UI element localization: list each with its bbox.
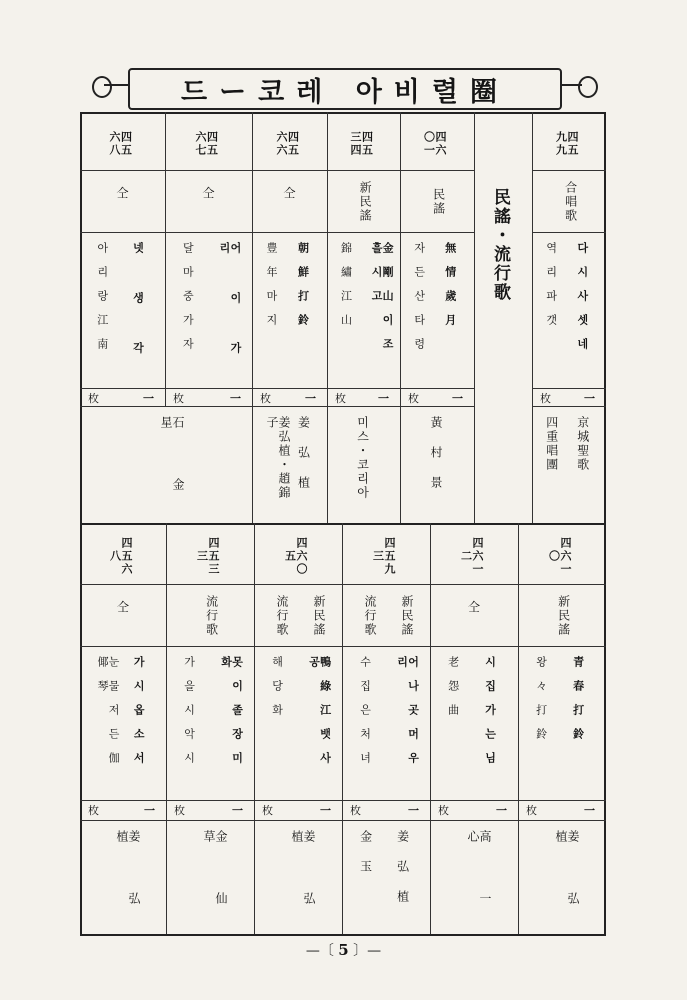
top-row-rule-left xyxy=(80,170,474,171)
bottom-row-rule xyxy=(80,820,606,821)
section-column-rule-left xyxy=(474,112,475,523)
genre-label: 新民謠 xyxy=(556,595,571,637)
catalog-number: 四六一二 xyxy=(459,537,484,576)
artist-name: 姜弘植・趙錦子 xyxy=(265,416,291,500)
unit-dash: 一 xyxy=(584,804,595,817)
song-title: 老怨曲 xyxy=(446,656,460,728)
artist-name: 石 金 星 xyxy=(159,416,185,508)
page-title: 드ー코레 아비렬圈 xyxy=(181,76,509,108)
unit-label: 枚 xyxy=(173,392,184,405)
song-title: 역리파갯 xyxy=(544,242,558,338)
genre-label: 合唱歌 xyxy=(563,181,578,223)
song-title: 豊年마지 xyxy=(265,242,278,338)
song-title: 왕々打鈴 xyxy=(534,656,548,752)
top-artist-column-rule xyxy=(252,406,253,523)
unit-label: 枚 xyxy=(438,804,449,817)
bottom-row-rule xyxy=(80,646,606,647)
banner-right-cap xyxy=(578,76,598,98)
unit-dash: 一 xyxy=(378,392,389,405)
section-label: 民謠・流行歌 xyxy=(490,188,510,302)
artist-name: 姜 弘 植 xyxy=(290,830,316,922)
bottom-column-rule xyxy=(166,523,167,934)
song-title: 다시사셋네 xyxy=(575,242,589,362)
catalog-number: 四五六八 xyxy=(108,537,133,576)
artist-name: 黃村景 xyxy=(429,416,443,506)
unit-dash: 一 xyxy=(320,804,331,817)
unit-label: 枚 xyxy=(174,804,185,817)
genre-label: 仝 xyxy=(116,600,129,614)
catalog-number: 四五九九 xyxy=(554,131,579,157)
unit-dash: 一 xyxy=(305,392,316,405)
top-column-rule xyxy=(165,112,166,406)
top-row-rule-right xyxy=(532,388,606,389)
artist-name: 姜弘植 xyxy=(296,416,311,506)
artist-name: 姜弘植 xyxy=(395,830,410,920)
genre-label: 新民謠 xyxy=(399,595,414,637)
top-column-rule xyxy=(327,112,328,406)
page-banner xyxy=(128,68,562,110)
artist-name: 金 仙 草 xyxy=(202,830,228,922)
artist-name: 高 一 心 xyxy=(466,830,492,922)
unit-label: 枚 xyxy=(526,804,537,817)
unit-label: 枚 xyxy=(262,804,273,817)
bottom-column-rule xyxy=(518,523,519,934)
artist-name: 京城聖歌 xyxy=(575,416,590,472)
bottom-column-rule xyxy=(254,523,255,934)
artist-name: 姜 弘 植 xyxy=(115,830,141,922)
song-title: 해당화 xyxy=(270,656,284,728)
song-title: 朝鮮打鈴 xyxy=(296,242,310,338)
song-title: 無情歲月 xyxy=(443,242,457,338)
unit-label: 枚 xyxy=(335,392,346,405)
section-column-rule-right xyxy=(532,112,533,523)
catalog-number: 四五六七 xyxy=(193,131,219,157)
genre-label: 仝 xyxy=(202,186,215,200)
catalog-number: 四五六六 xyxy=(274,131,300,157)
unit-dash: 一 xyxy=(496,804,507,817)
song-title: 달마중가자 xyxy=(181,242,195,362)
bottom-row-rule xyxy=(80,800,606,801)
song-title: 눈물저든伽倻琴 xyxy=(96,656,121,776)
genre-label: 仝 xyxy=(283,186,296,200)
page-number: 5 xyxy=(338,941,349,959)
song-title: 못이졸장미화 xyxy=(219,656,244,776)
unit-dash: 一 xyxy=(143,392,154,405)
bottom-column-rule xyxy=(430,523,431,934)
genre-label: 仝 xyxy=(467,600,480,614)
top-row-rule-left xyxy=(80,232,474,233)
unit-dash: 一 xyxy=(230,392,241,405)
top-artist-column-rule xyxy=(400,406,401,523)
artist-name: 金玉 xyxy=(358,830,373,890)
footer-right: 〕— xyxy=(353,943,382,959)
unit-label: 枚 xyxy=(350,804,361,817)
song-title: 가시옵소서 xyxy=(132,656,146,776)
genre-label: 流行歌 xyxy=(362,595,377,637)
bottom-row-rule xyxy=(80,584,606,585)
genre-label: 新民謠 xyxy=(358,181,373,223)
top-row-rule-right xyxy=(532,406,606,407)
genre-label: 民謠 xyxy=(431,188,446,216)
artist-name: 姜 弘 植 xyxy=(554,830,580,922)
catalog-number: 四六〇五 xyxy=(283,537,308,576)
page-number-footer xyxy=(0,940,687,960)
song-title: 錦繡江山 xyxy=(339,242,353,338)
song-title: 鴨綠江뱃사공 xyxy=(307,656,332,776)
song-title: 青春打鈴 xyxy=(571,656,585,752)
top-column-rule xyxy=(252,112,253,406)
unit-dash: 一 xyxy=(584,392,595,405)
catalog-number: 四五六八 xyxy=(107,131,133,157)
genre-label: 新民謠 xyxy=(311,595,326,637)
song-title: 자든산타령 xyxy=(412,242,426,362)
unit-dash: 一 xyxy=(408,804,419,817)
top-row-rule-right xyxy=(532,232,606,233)
catalog-number: 四六一〇 xyxy=(547,537,572,576)
unit-dash: 一 xyxy=(452,392,463,405)
artist-name: 미스・코리아 xyxy=(355,416,370,500)
song-title: 아리랑江南 xyxy=(95,242,109,362)
unit-label: 枚 xyxy=(88,392,99,405)
song-title: 金剛山이조흘시고 xyxy=(370,242,395,362)
top-artist-column-rule xyxy=(327,406,328,523)
catalog-number: 四六〇一 xyxy=(422,131,447,157)
unit-dash: 一 xyxy=(144,804,155,817)
song-title: 넷 생 각 xyxy=(131,242,145,366)
catalog-number: 四五三三 xyxy=(195,537,220,576)
genre-label: 仝 xyxy=(116,186,129,200)
unit-dash: 一 xyxy=(232,804,243,817)
song-title: 어 이 가 리 xyxy=(217,242,242,366)
middle-divider-rule xyxy=(80,523,606,525)
top-row-rule-right xyxy=(532,170,606,171)
artist-name: 四重唱團 xyxy=(544,416,559,472)
catalog-number: 四五九三 xyxy=(371,537,396,576)
catalog-number: 四五三四 xyxy=(348,131,374,157)
song-title: 수집은처녀 xyxy=(358,656,372,776)
bottom-column-rule xyxy=(342,523,343,934)
unit-label: 枚 xyxy=(260,392,271,405)
unit-label: 枚 xyxy=(540,392,551,405)
song-title: 시집가는님 xyxy=(483,656,497,776)
footer-left: —〔 xyxy=(305,943,334,959)
top-row-rule-left xyxy=(80,388,474,389)
genre-label: 流行歌 xyxy=(204,595,219,637)
top-row-rule-left xyxy=(80,406,474,407)
top-column-rule xyxy=(400,112,401,406)
banner-left-cap xyxy=(92,76,112,98)
genre-label: 流行歌 xyxy=(274,595,289,637)
song-title: 가을시악시 xyxy=(182,656,196,776)
song-title: 어나곳머우리 xyxy=(395,656,420,776)
unit-label: 枚 xyxy=(88,804,99,817)
unit-label: 枚 xyxy=(408,392,419,405)
